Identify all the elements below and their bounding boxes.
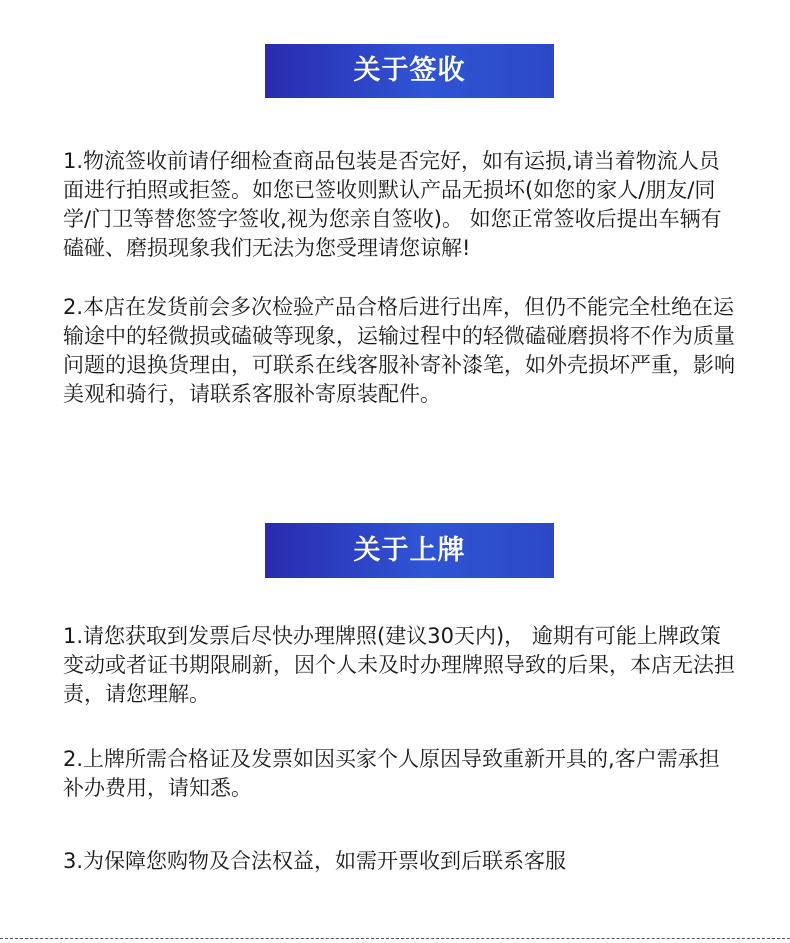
plate-paragraph-2: 2.上牌所需合格证及发票如因买家个人原因导致重新开具的,客户需承担补办费用，请知悉。 <box>63 747 720 800</box>
bottom-divider <box>0 938 790 939</box>
plate-paragraph-1: 1.请您获取到发票后尽快办理牌照(建议30天内)， 逾期有可能上牌政策变动或者证书期限刷新，因个人未及时办理牌照导致的后果，本店无法担责，请您理解。 <box>63 624 735 706</box>
section-title-plate: 关于上牌 <box>265 523 554 578</box>
signing-paragraph-1: 1.物流签收前请仔细检查商品包装是否完好，如有运损,请当着物流人员面进行拍照或拒签。如您已签收则默认产品无损坏(如您的家人/朋友/同学/门卫等替您签字签收,视为您亲自签收)。 如您正常签收后提出车辆有磕碰、磨损现象我们无法为您受理请您谅解! <box>63 149 722 260</box>
section-title-signing: 关于签收 <box>265 44 554 98</box>
plate-paragraph-3: 3.为保障您购物及合法权益，如需开票收到后联系客服 <box>63 849 567 873</box>
signing-paragraph-2: 2.本店在发货前会多次检验产品合格后进行出库，但仍不能完全杜绝在运输途中的轻微损或磕破等现象，运输过程中的轻微磕碰磨损将不作为质量问题的退换货理由，可联系在线客服补寄补漆笔，如外壳损坏严重，影响美观和骑行，请联系客服补寄原装配件。 <box>63 295 735 406</box>
